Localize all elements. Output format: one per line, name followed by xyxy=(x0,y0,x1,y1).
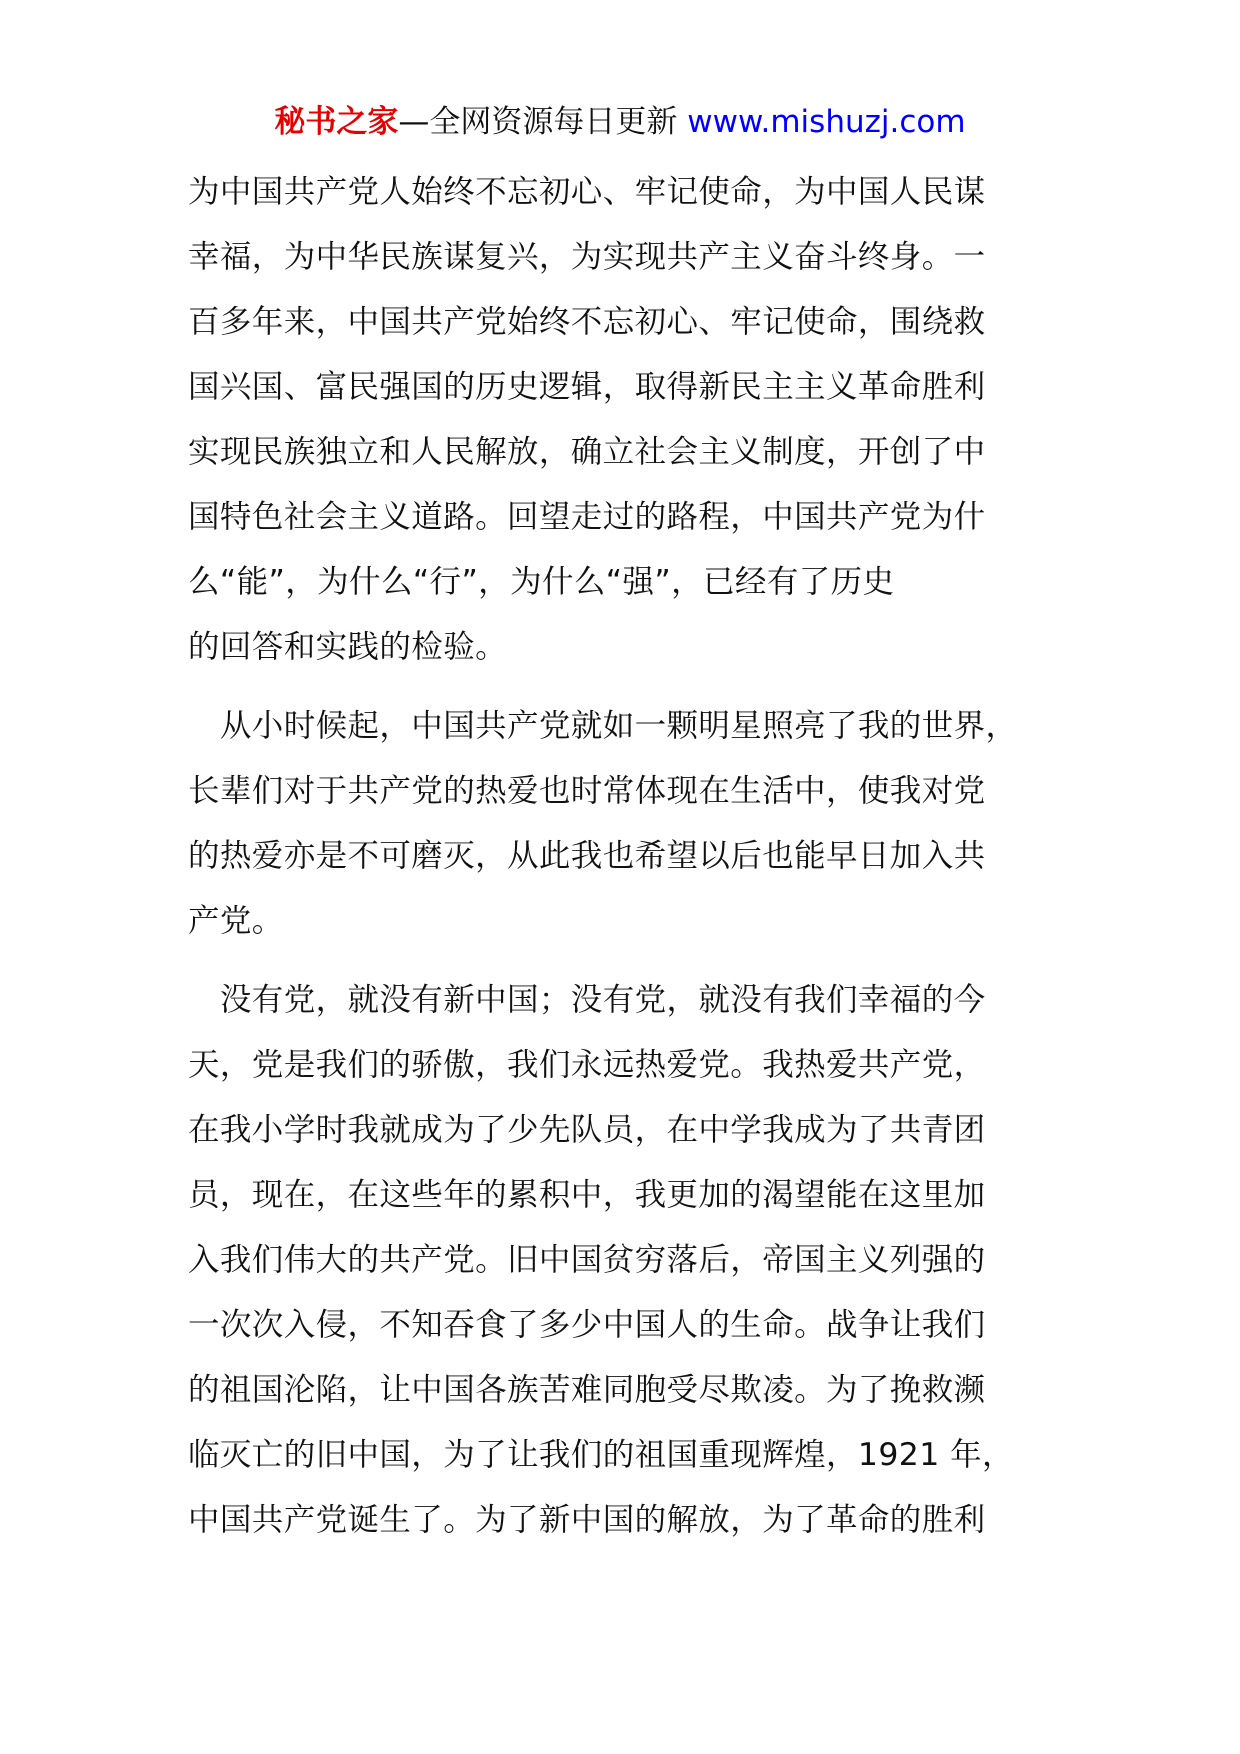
text-line: 实现民族独立和人民解放，确立社会主义制度，开创了中 xyxy=(188,434,986,470)
text-line: 产党。 xyxy=(188,903,284,939)
text-line: 国特色社会主义道路。回望走过的路程，中国共产党为什 xyxy=(188,499,986,535)
text-line: 么“能”，为什么“行”，为什么“强”，已经有了历史 xyxy=(188,564,895,600)
document-body xyxy=(188,160,1068,1553)
text-line: 百多年来，中国共产党始终不忘初心、牢记使命，围绕救 xyxy=(188,304,986,340)
text-line: 临灭亡的旧中国，为了让我们的祖国重现辉煌，1921 年， xyxy=(188,1437,1014,1473)
header-brand: 秘书之家 xyxy=(274,104,399,140)
text-line: 一次次入侵，不知吞食了多少中国人的生命。战争让我们 xyxy=(188,1307,986,1343)
text-line: 为中国共产党人始终不忘初心、牢记使命，为中国人民谋 xyxy=(188,174,986,210)
text-line: 中国共产党诞生了。为了新中国的解放，为了革命的胜利 xyxy=(188,1502,986,1538)
text-line: 入我们伟大的共产党。旧中国贫穷落后，帝国主义列强的 xyxy=(188,1242,986,1278)
text-line: 在我小学时我就成为了少先队员，在中学我成为了共青团 xyxy=(188,1112,986,1148)
text-line: 员，现在，在这些年的累积中，我更加的渴望能在这里加 xyxy=(188,1177,986,1213)
text-line: 没有党，就没有新中国；没有党，就没有我们幸福的今 xyxy=(188,982,986,1018)
text-line: 长辈们对于共产党的热爱也时常体现在生活中，使我对党 xyxy=(188,773,986,809)
header-url-link[interactable]: www.mishuzj.com xyxy=(687,104,966,140)
text-line: 天，党是我们的骄傲，我们永远热爱党。我热爱共产党， xyxy=(188,1047,986,1083)
text-line: 的热爱亦是不可磨灭，从此我也希望以后也能早日加入共 xyxy=(188,838,986,874)
text-line: 幸福，为中华民族谋复兴，为实现共产主义奋斗终身。一 xyxy=(188,239,986,275)
text-line: 国兴国、富民强国的历史逻辑，取得新民主主义革命胜利 xyxy=(188,369,986,405)
text-line: 的回答和实践的检验。 xyxy=(188,629,508,665)
paragraph-3 xyxy=(188,968,1068,1553)
text-line: 从小时候起，中国共产党就如一颗明星照亮了我的世界， xyxy=(188,708,1018,744)
page-header xyxy=(0,100,1240,144)
text-line: 的祖国沦陷，让中国各族苦难同胞受尽欺凌。为了挽救濒 xyxy=(188,1372,986,1408)
header-tagline: —全网资源每日更新 xyxy=(398,104,678,140)
paragraph-2 xyxy=(188,694,1068,954)
paragraph-1 xyxy=(188,160,1068,680)
